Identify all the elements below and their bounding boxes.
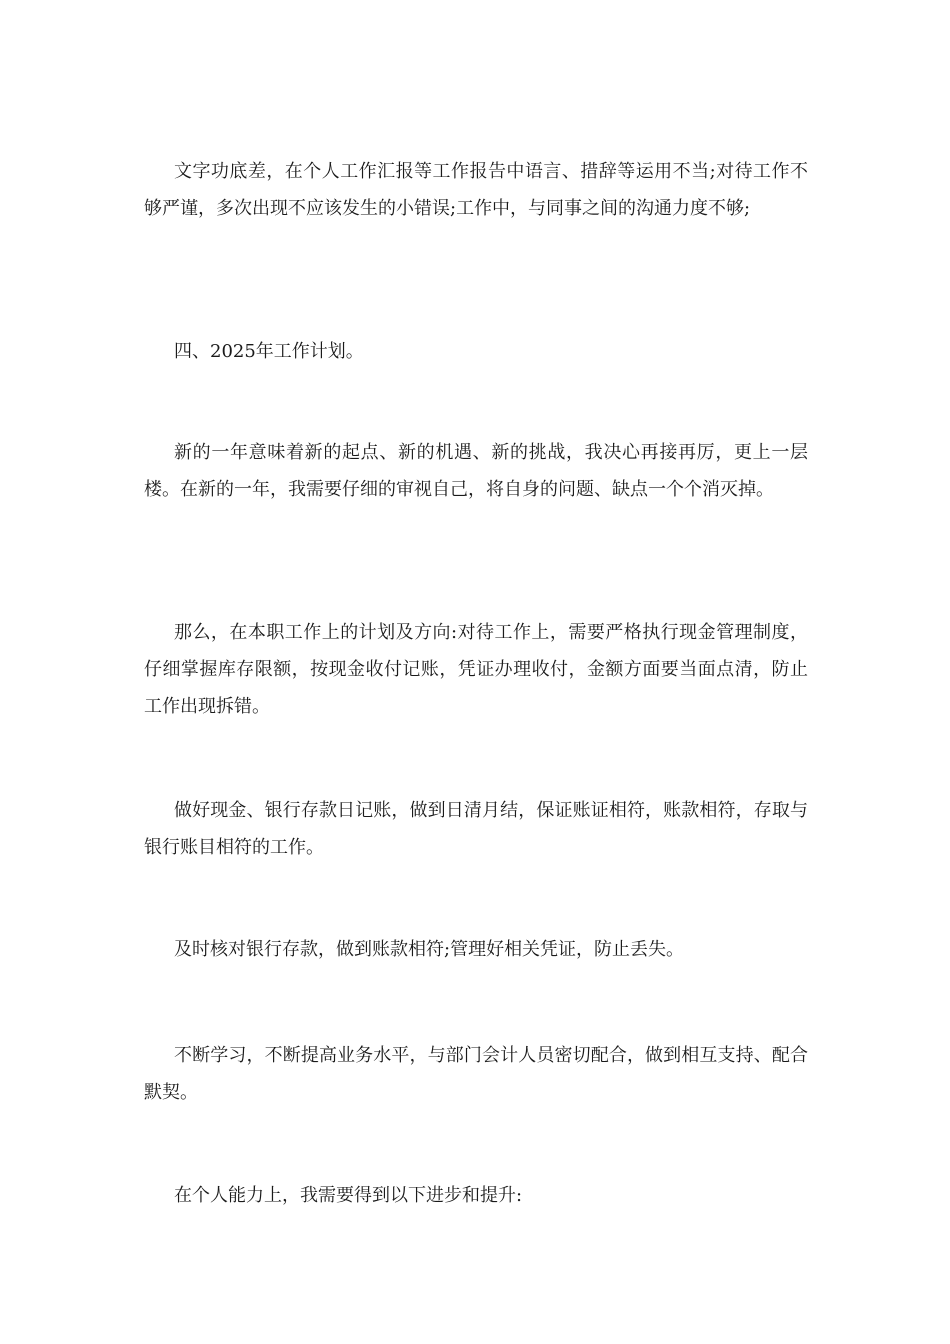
paragraph-personal-ability: 在个人能力上，我需要得到以下进步和提升: xyxy=(174,1185,523,1206)
paragraph-new-year: 新的一年意味着新的起点、新的机遇、新的挑战，我决心再接再厉，更上一层楼。在新的一年，我需要仔细的审视自己，将自身的问题、缺点一个个消灭掉。 xyxy=(144,442,808,500)
paragraph-keep-learning: 不断学习，不断提高业务水平，与部门会计人员密切配合，做到相互支持、配合默契。 xyxy=(144,1045,808,1103)
paragraph-bank-reconcile: 及时核对银行存款，做到账款相符;管理好相关凭证，防止丢失。 xyxy=(174,939,685,960)
paragraph-job-plan: 那么，在本职工作上的计划及方向:对待工作上，需要严格执行现金管理制度，仔细掌握库存限额，按现金收付记账，凭证办理收付，金额方面要当面点清，防止工作出现拆错。 xyxy=(144,622,808,717)
paragraph-cash-journal: 做好现金、银行存款日记账，做到日清月结，保证账证相符，账款相符，存取与银行账目相符的工作。 xyxy=(144,800,808,858)
paragraph-shortcomings: 文字功底差，在个人工作汇报等工作报告中语言、措辞等运用不当;对待工作不够严谨，多次出现不应该发生的小错误;工作中，与同事之间的沟通力度不够; xyxy=(144,161,808,219)
section-heading-work-plan: 四、2025年工作计划。 xyxy=(174,341,364,362)
